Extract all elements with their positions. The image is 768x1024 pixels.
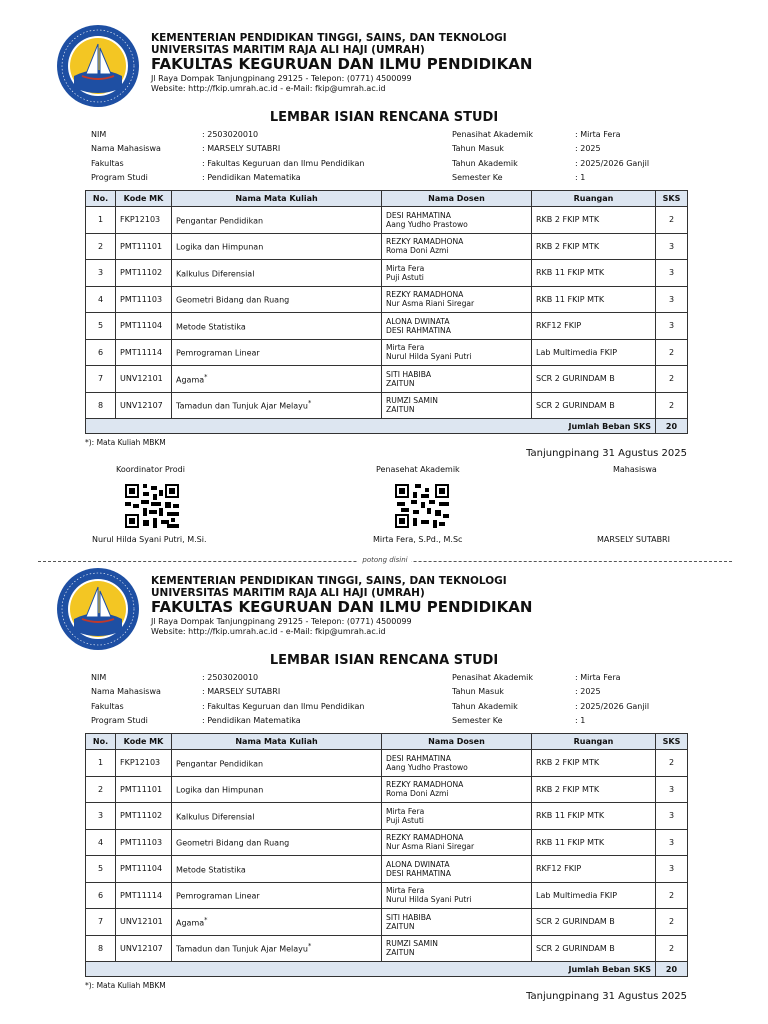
credits: 2	[656, 207, 688, 234]
contact: Website: http://fkip.umrah.ac.id - e-Mail: fkip@umrah.ac.id	[151, 84, 386, 93]
row-no: 5	[86, 856, 116, 883]
ministry-name: KEMENTERIAN PENDIDIKAN TINGGI, SAINS, DAN TEKNOLOGI	[151, 575, 507, 587]
advisor-value: : Mirta Fera	[575, 130, 621, 139]
name-label: Nama Mahasiswa	[91, 144, 161, 154]
room: RKB 2 FKIP MTK	[532, 207, 656, 234]
row-no: 4	[86, 829, 116, 856]
faculty-name: FAKULTAS KEGURUAN DAN ILMU PENDIDIKAN	[151, 598, 533, 616]
row-no: 7	[86, 366, 116, 393]
entry-year-label: Tahun Masuk	[452, 687, 504, 697]
table-row	[86, 260, 688, 287]
course-code: PMT11101	[116, 233, 172, 260]
room: RKB 11 FKIP MTK	[532, 286, 656, 313]
mbkm-note: *): Mata Kuliah MBKM	[85, 438, 166, 447]
lecturers: DESI RAHMATINA Aang Yudho Prastowo	[382, 207, 532, 234]
lecturers: Mirta Fera Nurul Hilda Syani Putri	[382, 339, 532, 366]
course-code: FKP12103	[116, 207, 172, 234]
program-value: : Pendidikan Matematika	[202, 715, 301, 725]
academic-year-value: : 2025/2026 Ganjil	[575, 701, 650, 711]
course-code: PMT11102	[116, 803, 172, 830]
course-name: Geometri Bidang dan Ruang	[172, 829, 382, 856]
col-sks: SKS	[656, 734, 688, 750]
table-row	[86, 829, 688, 856]
room: SCR 2 GURINDAM B	[532, 366, 656, 393]
faculty-value: : Fakultas Keguruan dan Ilmu Pendidikan	[202, 158, 365, 168]
ministry-name: KEMENTERIAN PENDIDIKAN TINGGI, SAINS, DAN TEKNOLOGI	[151, 32, 507, 44]
room: RKB 2 FKIP MTK	[532, 750, 656, 777]
program-label: Program Studi	[91, 172, 148, 182]
cut-line	[38, 557, 732, 567]
lecturers: Mirta Fera Nurul Hilda Syani Putri	[382, 882, 532, 909]
credits: 3	[656, 313, 688, 340]
col-sks: SKS	[656, 191, 688, 207]
advisor-name: Mirta Fera, S.Pd., M.Sc	[373, 535, 463, 544]
course-code: UNV12107	[116, 935, 172, 962]
student-info-right	[452, 671, 682, 728]
total-credits: 20	[656, 419, 688, 434]
advisor-qr-code	[395, 484, 449, 528]
table-row	[86, 750, 688, 777]
semester-label: Semester Ke	[452, 172, 503, 182]
credits: 2	[656, 392, 688, 419]
course-code: PMT11114	[116, 339, 172, 366]
course-name: Geometri Bidang dan Ruang	[172, 286, 382, 313]
university-name: UNIVERSITAS MARITIM RAJA ALI HAJI (UMRAH)	[151, 44, 425, 56]
row-no: 6	[86, 882, 116, 909]
row-no: 2	[86, 233, 116, 260]
course-name: Tamadun dan Tunjuk Ajar Melayu*	[172, 935, 382, 962]
room: RKB 11 FKIP MTK	[532, 260, 656, 287]
entry-year-value: : 2025	[575, 687, 601, 697]
university-name: UNIVERSITAS MARITIM RAJA ALI HAJI (UMRAH)	[151, 587, 425, 599]
credits: 2	[656, 909, 688, 936]
course-code: PMT11103	[116, 829, 172, 856]
letterhead	[151, 575, 532, 637]
academic-year-label: Tahun Akademik	[452, 158, 518, 168]
room: RKB 11 FKIP MTK	[532, 803, 656, 830]
document-title: LEMBAR ISIAN RENCANA STUDI	[269, 653, 499, 668]
col-room: Ruangan	[532, 734, 656, 750]
course-name: Metode Statistika	[172, 856, 382, 883]
academic-year-value: : 2025/2026 Ganjil	[575, 158, 650, 168]
name-value: : MARSELY SUTABRI	[202, 144, 281, 154]
row-no: 1	[86, 207, 116, 234]
room: RKB 2 FKIP MTK	[532, 776, 656, 803]
entry-year-label: Tahun Masuk	[452, 144, 504, 154]
col-room: Ruangan	[532, 191, 656, 207]
room: SCR 2 GURINDAM B	[532, 935, 656, 962]
lecturers: RUMZI SAMIN ZAITUN	[382, 392, 532, 419]
document-title: LEMBAR ISIAN RENCANA STUDI	[269, 110, 499, 125]
credits: 2	[656, 339, 688, 366]
credits: 3	[656, 856, 688, 883]
course-code: PMT11102	[116, 260, 172, 287]
lecturers: REZKY RAMADHONA Roma Doni Azmi	[382, 776, 532, 803]
course-code: PMT11104	[116, 313, 172, 340]
room: RKF12 FKIP	[532, 313, 656, 340]
coordinator-title: Koordinator Prodi	[116, 465, 185, 474]
table-row	[86, 366, 688, 393]
col-code: Kode MK	[116, 191, 172, 207]
table-row	[86, 803, 688, 830]
lecturers: ALONA DWINATA DESI RAHMATINA	[382, 313, 532, 340]
name-label: Nama Mahasiswa	[91, 687, 161, 697]
course-name: Kalkulus Diferensial	[172, 260, 382, 287]
student-info-left	[91, 671, 421, 728]
credits: 3	[656, 776, 688, 803]
table-row	[86, 935, 688, 962]
coordinator-name: Nurul Hilda Syani Putri, M.Si.	[92, 535, 207, 544]
university-logo	[56, 24, 140, 108]
table-row	[86, 392, 688, 419]
room: SCR 2 GURINDAM B	[532, 909, 656, 936]
advisor-title: Penasehat Akademik	[376, 465, 460, 474]
row-no: 5	[86, 313, 116, 340]
place-date: Tanjungpinang 31 Agustus 2025	[526, 448, 687, 459]
credits: 3	[656, 286, 688, 313]
lecturers: SITI HABIBA ZAITUN	[382, 366, 532, 393]
room: RKB 11 FKIP MTK	[532, 829, 656, 856]
room: RKF12 FKIP	[532, 856, 656, 883]
lecturers: REZKY RAMADHONA Nur Asma Riani Siregar	[382, 829, 532, 856]
advisor-value: : Mirta Fera	[575, 673, 621, 682]
lecturers: REZKY RAMADHONA Nur Asma Riani Siregar	[382, 286, 532, 313]
row-no: 3	[86, 803, 116, 830]
col-course: Nama Mata Kuliah	[172, 191, 382, 207]
table-row	[86, 207, 688, 234]
course-table	[85, 733, 688, 977]
course-name: Agama*	[172, 366, 382, 393]
nim-label: NIM	[91, 130, 107, 139]
student-info-right	[452, 128, 682, 185]
total-label: Jumlah Beban SKS	[86, 962, 656, 977]
course-code: PMT11114	[116, 882, 172, 909]
nim-value: : 2503020010	[202, 673, 259, 682]
row-no: 3	[86, 260, 116, 287]
row-no: 8	[86, 935, 116, 962]
table-row	[86, 776, 688, 803]
lecturers: DESI RAHMATINA Aang Yudho Prastowo	[382, 750, 532, 777]
row-no: 6	[86, 339, 116, 366]
lecturers: REZKY RAMADHONA Roma Doni Azmi	[382, 233, 532, 260]
lecturers: Mirta Fera Puji Astuti	[382, 260, 532, 287]
table-row	[86, 233, 688, 260]
table-row	[86, 909, 688, 936]
table-row	[86, 882, 688, 909]
credits: 3	[656, 829, 688, 856]
program-label: Program Studi	[91, 715, 148, 725]
total-row	[86, 962, 688, 977]
row-no: 8	[86, 392, 116, 419]
credits: 2	[656, 366, 688, 393]
course-name: Agama*	[172, 909, 382, 936]
room: SCR 2 GURINDAM B	[532, 392, 656, 419]
credits: 2	[656, 935, 688, 962]
total-credits: 20	[656, 962, 688, 977]
coordinator-qr-code	[125, 484, 179, 528]
advisor-label: Penasihat Akademik	[452, 130, 533, 139]
credits: 3	[656, 233, 688, 260]
letterhead	[151, 32, 532, 94]
total-label: Jumlah Beban SKS	[86, 419, 656, 434]
faculty-value: : Fakultas Keguruan dan Ilmu Pendidikan	[202, 701, 365, 711]
row-no: 4	[86, 286, 116, 313]
table-row	[86, 339, 688, 366]
course-name: Logika dan Himpunan	[172, 233, 382, 260]
lecturers: RUMZI SAMIN ZAITUN	[382, 935, 532, 962]
table-header-row	[86, 734, 688, 750]
course-code: PMT11103	[116, 286, 172, 313]
semester-value: : 1	[575, 715, 586, 725]
course-name: Logika dan Himpunan	[172, 776, 382, 803]
nim-value: : 2503020010	[202, 130, 259, 139]
room: RKB 2 FKIP MTK	[532, 233, 656, 260]
table-header-row	[86, 191, 688, 207]
lecturers: SITI HABIBA ZAITUN	[382, 909, 532, 936]
col-lecturer: Nama Dosen	[382, 734, 532, 750]
faculty-name: FAKULTAS KEGURUAN DAN ILMU PENDIDIKAN	[151, 55, 533, 73]
course-code: PMT11101	[116, 776, 172, 803]
mbkm-note: *): Mata Kuliah MBKM	[85, 981, 166, 990]
course-name: Pemrograman Linear	[172, 882, 382, 909]
faculty-label: Fakultas	[91, 158, 124, 168]
credits: 2	[656, 882, 688, 909]
academic-year-label: Tahun Akademik	[452, 701, 518, 711]
name-value: : MARSELY SUTABRI	[202, 687, 281, 697]
contact: Website: http://fkip.umrah.ac.id - e-Mail: fkip@umrah.ac.id	[151, 627, 386, 636]
total-row	[86, 419, 688, 434]
course-name: Metode Statistika	[172, 313, 382, 340]
student-info-left	[91, 128, 421, 185]
nim-label: NIM	[91, 673, 107, 682]
course-code: UNV12107	[116, 392, 172, 419]
table-row	[86, 313, 688, 340]
student-title: Mahasiswa	[613, 465, 657, 474]
entry-year-value: : 2025	[575, 144, 601, 154]
course-code: PMT11104	[116, 856, 172, 883]
course-code: FKP12103	[116, 750, 172, 777]
row-no: 7	[86, 909, 116, 936]
credits: 2	[656, 750, 688, 777]
room: Lab Multimedia FKIP	[532, 339, 656, 366]
semester-value: : 1	[575, 172, 586, 182]
address: Jl Raya Dompak Tanjungpinang 29125 - Telepon: (0771) 4500099	[151, 74, 412, 83]
course-name: Pengantar Pendidikan	[172, 207, 382, 234]
col-no: No.	[86, 191, 116, 207]
faculty-label: Fakultas	[91, 701, 124, 711]
table-row	[86, 856, 688, 883]
course-name: Tamadun dan Tunjuk Ajar Melayu*	[172, 392, 382, 419]
credits: 3	[656, 260, 688, 287]
advisor-label: Penasihat Akademik	[452, 673, 533, 682]
table-row	[86, 286, 688, 313]
course-name: Pemrograman Linear	[172, 339, 382, 366]
address: Jl Raya Dompak Tanjungpinang 29125 - Telepon: (0771) 4500099	[151, 617, 412, 626]
place-date: Tanjungpinang 31 Agustus 2025	[526, 991, 687, 1002]
lecturers: ALONA DWINATA DESI RAHMATINA	[382, 856, 532, 883]
lecturers: Mirta Fera Puji Astuti	[382, 803, 532, 830]
cut-label: potong disini	[358, 556, 411, 564]
room: Lab Multimedia FKIP	[532, 882, 656, 909]
semester-label: Semester Ke	[452, 715, 503, 725]
university-logo	[56, 567, 140, 651]
student-name: MARSELY SUTABRI	[597, 535, 670, 544]
course-table	[85, 190, 688, 434]
credits: 3	[656, 803, 688, 830]
course-code: UNV12101	[116, 366, 172, 393]
col-course: Nama Mata Kuliah	[172, 734, 382, 750]
row-no: 2	[86, 776, 116, 803]
course-name: Pengantar Pendidikan	[172, 750, 382, 777]
col-lecturer: Nama Dosen	[382, 191, 532, 207]
col-no: No.	[86, 734, 116, 750]
course-code: UNV12101	[116, 909, 172, 936]
col-code: Kode MK	[116, 734, 172, 750]
row-no: 1	[86, 750, 116, 777]
program-value: : Pendidikan Matematika	[202, 172, 301, 182]
course-name: Kalkulus Diferensial	[172, 803, 382, 830]
